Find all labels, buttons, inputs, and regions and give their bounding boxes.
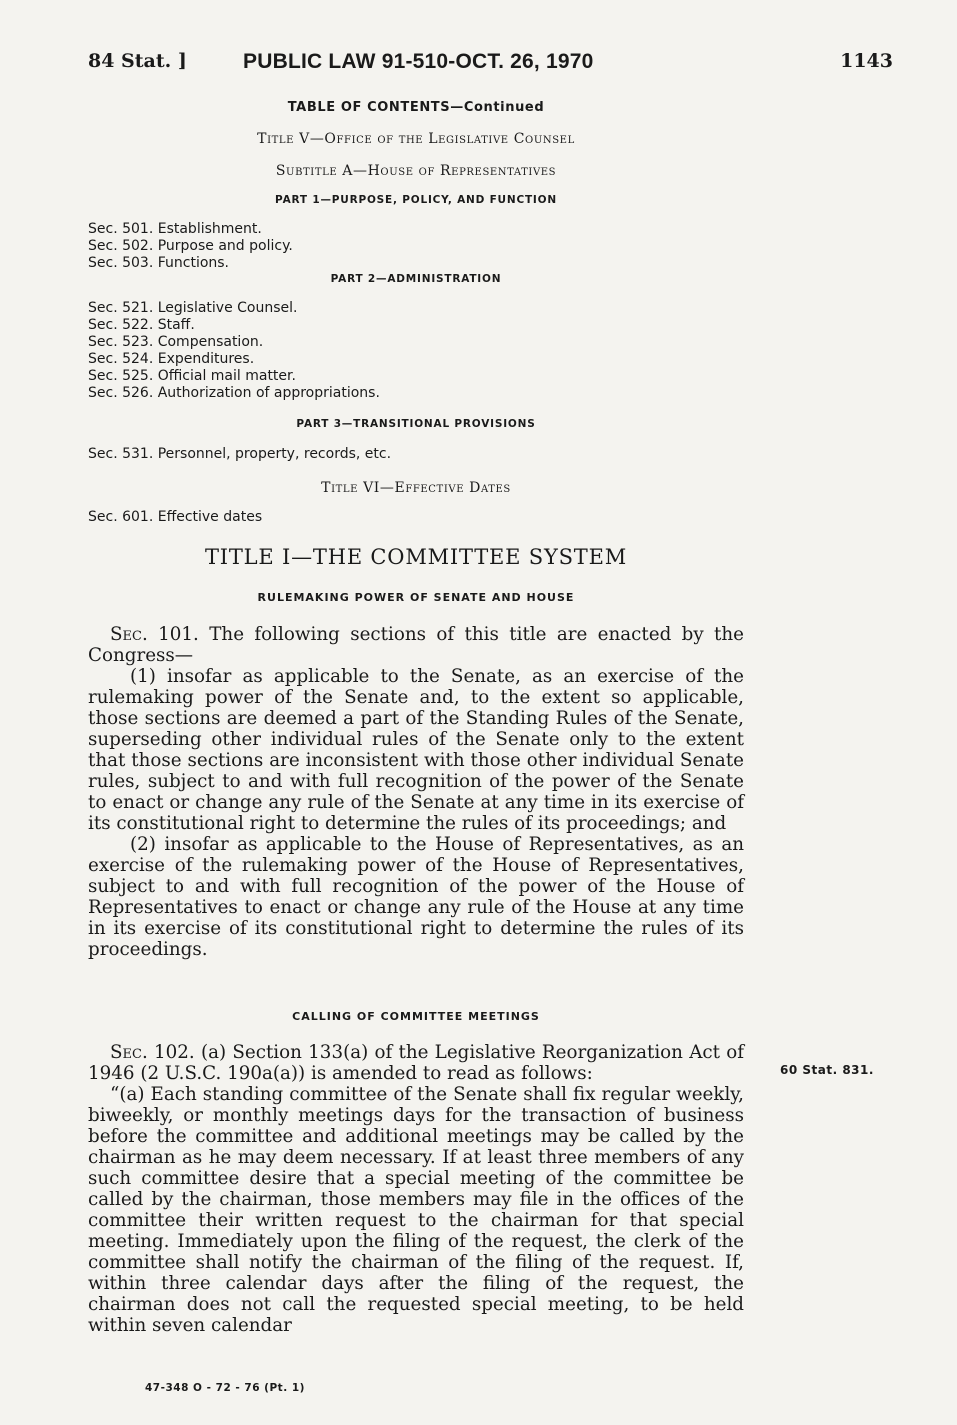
toc-part-3: PART 3—TRANSITIONAL PROVISIONS: [296, 418, 536, 430]
toc-item: Sec. 525. Official mail matter.: [88, 368, 296, 384]
calling-heading: CALLING OF COMMITTEE MEETINGS: [292, 1010, 540, 1023]
sec-101-intro: [88, 624, 744, 666]
toc-subtitle-a: Subtitle A—House of Representatives: [275, 163, 557, 179]
toc-item: Sec. 531. Personnel, property, records, etc.: [88, 446, 392, 462]
section-102: [88, 1042, 744, 1336]
volume-citation: 84 Stat. ]: [88, 50, 187, 72]
toc-item: Sec. 524. Expenditures.: [88, 351, 255, 367]
toc-item: Sec. 601. Effective dates: [88, 509, 263, 525]
public-law-title: PUBLIC LAW 91-510-OCT. 26, 1970: [243, 50, 594, 73]
page-number: 1143: [840, 50, 893, 72]
margin-note: 60 Stat. 831.: [780, 1063, 874, 1077]
toc-item: Sec. 523. Compensation.: [88, 334, 264, 350]
toc-part-1: PART 1—PURPOSE, POLICY, AND FUNCTION: [275, 194, 557, 206]
sec-label: Sec.: [110, 624, 148, 645]
rulemaking-heading: RULEMAKING POWER OF SENATE AND HOUSE: [257, 591, 575, 604]
sec-101-text: 101. The following sections of this title are enacted by the Congress—: [88, 624, 744, 666]
sec-101-para-2: (2) insofar as applicable to the House of Representatives, as an exercise of the rulemaking power of the House of Representatives, subject to and with full recognition of the power of the House of Representatives to enact or change any rule of the House at any time in its exercise of its constitutional right to determine the rules of its proceedings.: [88, 834, 744, 960]
toc-item: Sec. 503. Functions.: [88, 255, 230, 271]
toc-part-2: PART 2—ADMINISTRATION: [330, 273, 502, 285]
toc-title-vi: Title VI—Effective Dates: [321, 480, 511, 496]
title-i-heading: TITLE I—THE COMMITTEE SYSTEM: [204, 545, 628, 569]
toc-item: Sec. 521. Legislative Counsel.: [88, 300, 298, 316]
sec-label: Sec.: [110, 1042, 148, 1063]
toc-item: Sec. 502. Purpose and policy.: [88, 238, 293, 254]
section-101: [88, 624, 744, 960]
footer-code: 47-348 O - 72 - 76 (Pt. 1): [145, 1382, 305, 1394]
sec-102-intro: [88, 1042, 744, 1084]
sec-101-para-1: (1) insofar as applicable to the Senate, as an exercise of the rulemaking power of the Senate and, to the extent so applicable, those sections are deemed a part of the Standing Rules of the Senate, superseding other individual rules of the Senate only to the extent that those sections are inconsistent with those other individual Senate rules, subject to and with full recognition of the power of the Senate to enact or change any rule of the Senate at any time in its exercise of its constitutional right to determine the rules of its proceedings; and: [88, 666, 744, 834]
toc-item: Sec. 526. Authorization of appropriations.: [88, 385, 380, 401]
running-head: [88, 50, 893, 80]
toc-title-v: Title V—Office of the Legislative Counsel: [257, 131, 575, 147]
toc-item: Sec. 501. Establishment.: [88, 221, 262, 237]
toc-item: Sec. 522. Staff.: [88, 317, 195, 333]
sec-102-quote: “(a) Each standing committee of the Senate shall fix regular weekly, biweekly, or monthly meetings days for the transaction of business before the committee and additional meetings may be called by the chairman as he may deem necessary. If at least three members of any such committee desire that a special meeting of the committee be called by the chairman, those members may file in the offices of the committee their written request to the chairman for that special meeting. Immediately upon the filing of the request, the clerk of the committee shall notify the chairman of the filing of the request. If, within three calendar days after the filing of the request, the chairman does not call the requested special meeting, to be held within seven calendar: [88, 1084, 744, 1336]
toc-title: TABLE OF CONTENTS—Continued: [287, 100, 545, 115]
sec-102-text: 102. (a) Section 133(a) of the Legislative Reorganization Act of 1946 (2 U.S.C. 190a(a)) is amended to read as follows:: [88, 1042, 744, 1084]
